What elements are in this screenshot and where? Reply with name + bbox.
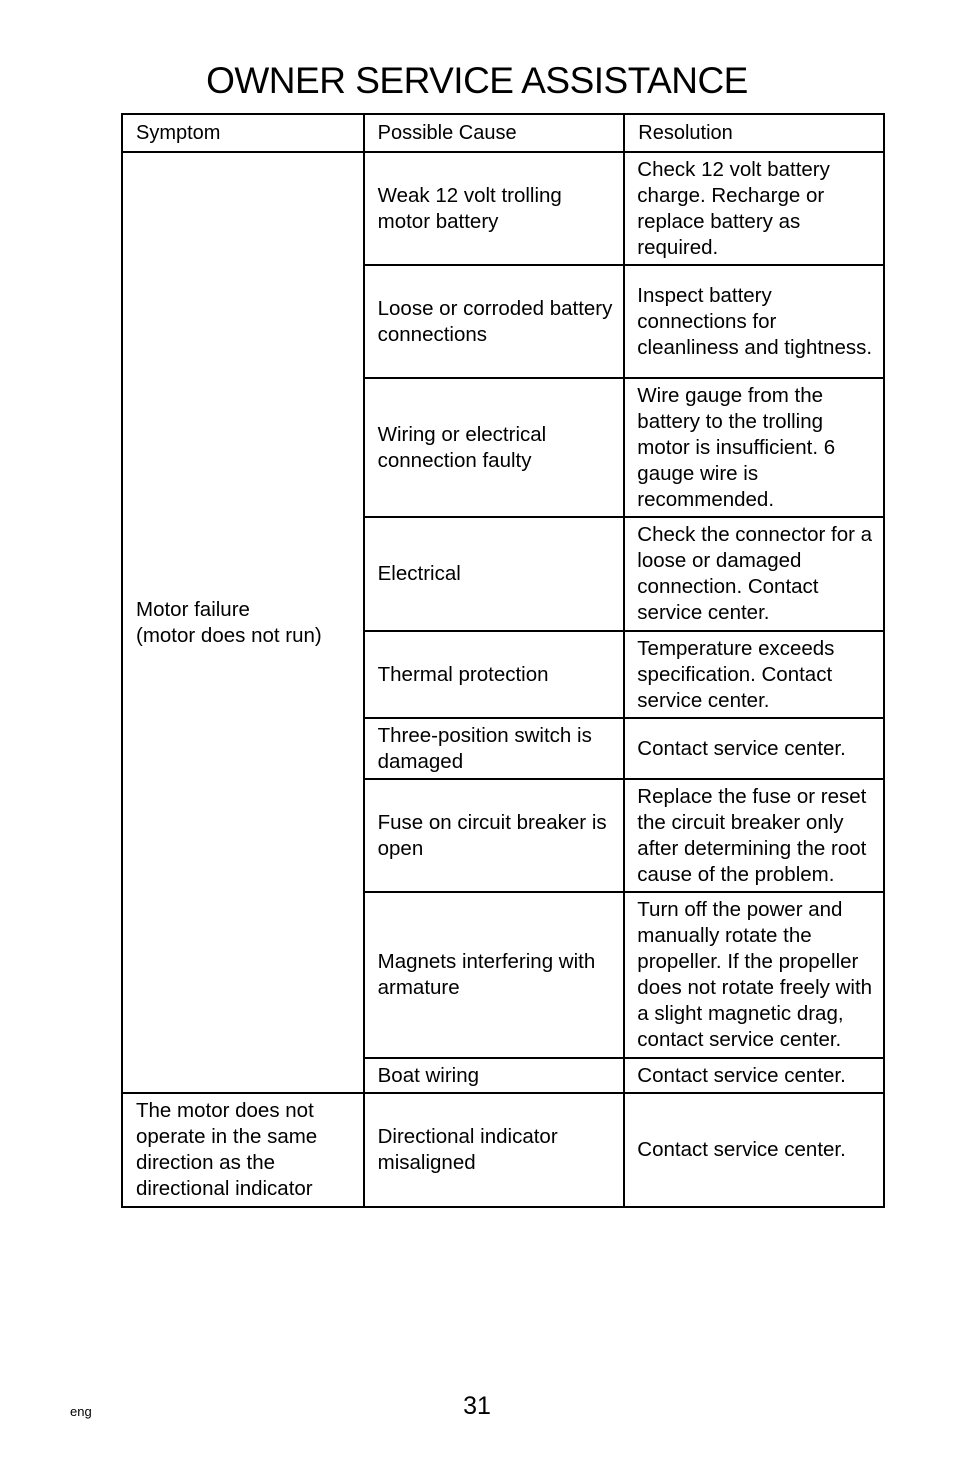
language-code: eng — [70, 1404, 92, 1419]
cause-cell: Loose or corroded battery connections — [364, 265, 625, 378]
page-title: OWNER SERVICE ASSISTANCE — [206, 60, 748, 101]
header-symptom: Symptom — [122, 114, 364, 152]
cause-cell: Magnets interfering with armature — [364, 892, 625, 1058]
troubleshooting-table — [121, 113, 885, 1208]
resolution-cell: Contact service center. — [624, 1093, 884, 1207]
resolution-cell: Contact service center. — [624, 1058, 884, 1093]
symptom-cell: The motor does not operate in the same direction as the directional indicator — [122, 1093, 364, 1207]
cause-cell: Fuse on circuit breaker is open — [364, 779, 625, 892]
page-number: 31 — [463, 1392, 491, 1420]
cause-cell: Thermal protection — [364, 631, 625, 718]
table-header-row — [122, 114, 884, 152]
cause-cell: Three-position switch is damaged — [364, 718, 625, 779]
resolution-cell: Check the connector for a loose or damaged connection. Contact service center. — [624, 517, 884, 631]
cause-cell: Weak 12 volt trolling motor battery — [364, 152, 625, 265]
resolution-cell: Replace the fuse or reset the circuit breaker only after determining the root cause of the problem. — [624, 779, 884, 892]
cause-cell: Boat wiring — [364, 1058, 625, 1093]
resolution-cell: Temperature exceeds specification. Contact service center. — [624, 631, 884, 718]
cause-cell: Electrical — [364, 517, 625, 631]
table-row — [122, 1093, 884, 1207]
header-resolution: Resolution — [624, 114, 884, 152]
resolution-cell: Turn off the power and manually rotate the propeller. If the propeller does not rotate freely with a slight magnetic drag, contact service center. — [624, 892, 884, 1058]
cause-cell: Directional indicator misaligned — [364, 1093, 625, 1207]
header-possible-cause: Possible Cause — [364, 114, 625, 152]
resolution-cell: Inspect battery connections for cleanliness and tightness. — [624, 265, 884, 378]
resolution-cell: Contact service center. — [624, 718, 884, 779]
resolution-cell: Wire gauge from the battery to the trolling motor is insufficient. 6 gauge wire is recommended. — [624, 378, 884, 517]
symptom-cell: Motor failure (motor does not run) — [122, 152, 364, 1093]
cause-cell: Wiring or electrical connection faulty — [364, 378, 625, 517]
resolution-cell: Check 12 volt battery charge. Recharge or replace battery as required. — [624, 152, 884, 265]
table-row — [122, 152, 884, 265]
